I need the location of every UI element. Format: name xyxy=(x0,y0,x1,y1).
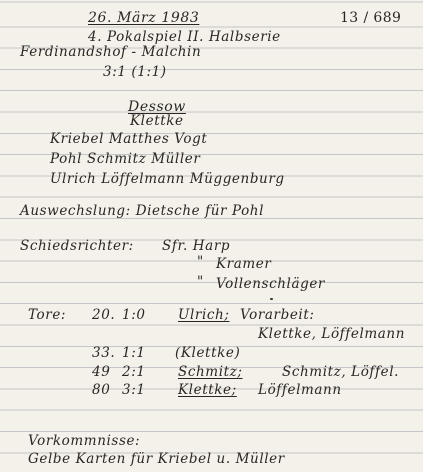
goal-minute: 33. xyxy=(92,345,116,361)
goalkeeper: Klettke xyxy=(130,113,184,129)
separator-mark xyxy=(270,298,273,300)
goal-assist: Klettke, Löffelmann xyxy=(258,326,406,342)
goal-assist: Löffelmann xyxy=(258,382,342,398)
ditto-mark-2: " xyxy=(197,274,204,290)
page-number: 13 / 689 xyxy=(340,10,402,26)
assistant-referee-2: Vollenschläger xyxy=(216,276,325,292)
attack-line: Ulrich Löffelmann Müggenburg xyxy=(50,171,285,187)
goal-score: 1:1 xyxy=(122,345,146,361)
goals-label: Tore: xyxy=(28,307,67,323)
ditto-mark-1: " xyxy=(197,254,204,270)
goal-score: 3:1 xyxy=(122,382,146,398)
match-date: 26. März 1983 xyxy=(88,10,200,26)
match-teams: Ferdinandshof - Malchin xyxy=(20,44,202,60)
competition-round: 4. Pokalspiel II. Halbserie xyxy=(88,29,281,45)
goal-assist: Schmitz, Löffel. xyxy=(282,364,400,380)
midfield-line: Pohl Schmitz Müller xyxy=(50,151,201,167)
assistant-referee-1: Kramer xyxy=(216,256,272,272)
team-name: Dessow xyxy=(128,99,186,115)
goal-minute: 49 xyxy=(92,364,111,380)
referees-label: Schiedsrichter: xyxy=(20,238,134,254)
substitution: Auswechslung: Dietsche für Pohl xyxy=(20,203,265,219)
remarks-label: Vorkommnisse: xyxy=(28,433,141,449)
goal-scorer: Schmitz; xyxy=(178,364,243,380)
referee-main: Sfr. Harp xyxy=(162,238,231,254)
goal-assist-label: Vorarbeit: xyxy=(240,307,315,323)
goal-scorer: Klettke; xyxy=(178,382,237,398)
goal-minute: 20. xyxy=(92,307,116,323)
goal-score: 2:1 xyxy=(122,364,146,380)
goal-minute: 80 xyxy=(92,382,111,398)
goal-scorer: (Klettke) xyxy=(175,345,241,361)
remarks-text: Gelbe Karten für Kriebel u. Müller xyxy=(28,451,285,467)
match-score: 3:1 (1:1) xyxy=(103,64,167,80)
defense-line: Kriebel Matthes Vogt xyxy=(50,131,208,147)
goal-score: 1:0 xyxy=(122,307,146,323)
goal-scorer: Ulrich; xyxy=(178,307,230,323)
